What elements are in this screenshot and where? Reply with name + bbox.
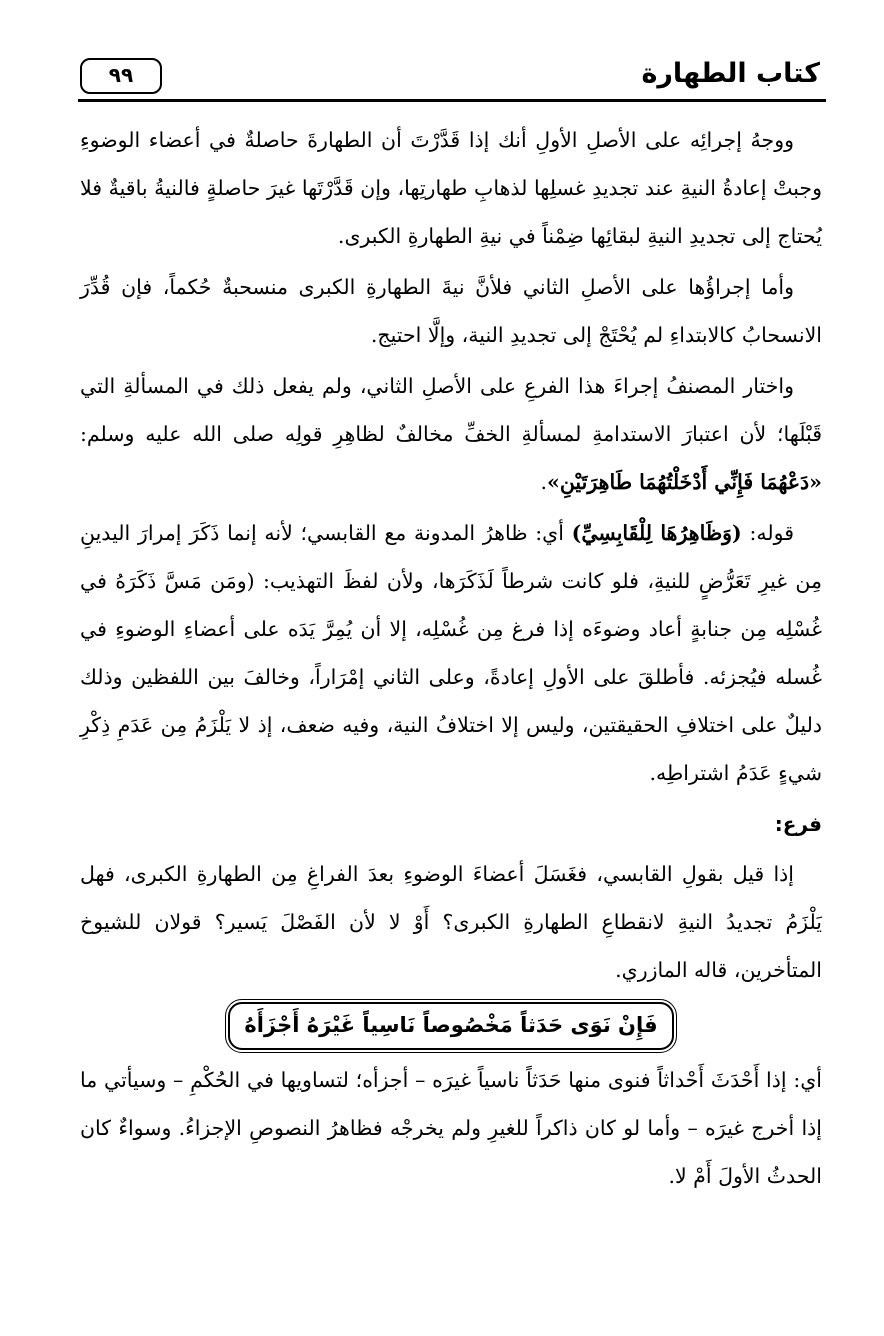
paragraph-1: ووجهُ إجرائِه على الأصلِ الأولِ أنك إذا قَدَّرْتَ أن الطهارةَ حاصلةٌ في أعضاء الوضوءِ وجبتْ إعادةُ النيةِ عند تجديدِ غسلِها لذهابِ طهارتِها، وإن قَدَّرْتَها غيرَ حاصلةٍ فالنيةُ باقيةٌ فلا يُحتاج إلى تجديدِ النيةِ لبقائِها ضِمْناً في نيةِ الطهارةِ الكبرى. [80, 128, 822, 248]
far-heading: فرع: [774, 812, 822, 836]
header-rule [78, 99, 826, 102]
matn-block [80, 1002, 822, 1050]
paragraph-5: إذا قيل بقولِ القابسي، فغَسَلَ أعضاءَ الوضوءِ بعدَ الفراغِ مِن الطهارةِ الكبرى، فهل يَلْزَمُ تجديدُ النيةِ لانقطاعِ الطهارةِ الكبرى؟ أَوْ لا لأن الفَصْلَ يَسير؟ قولان للشيوخ المتأخرين، قاله المازري. [80, 862, 822, 982]
hadith-quote: «دَعْهُمَا فَإِنِّي أَدْخَلْتُهُمَا طَاهِرَتَيْنِ» [547, 470, 822, 494]
paragraph-3-text: واختار المصنفُ إجراءَ هذا الفرعِ على الأصلِ الثاني، ولم يفعل ذلك في المسألةِ التي قَبْلَها؛ لأن اعتبارَ الاستدامةِ لمسألةِ الخفِّ مخالفٌ لظاهِرِ قولِه صلى الله عليه وسلم: [80, 374, 822, 446]
paragraph-4-lead: قوله: [741, 521, 795, 545]
paragraph-4 [80, 509, 822, 797]
paragraph-2: وأما إجراؤُها على الأصلِ الثاني فلأنَّ نيةَ الطهارةِ الكبرى منسحبةٌ حُكماً، فإن قُدِّرَ الانسحابُ كالابتداءِ لم يُحْتَجْ إلى تجديدِ النية، وإلَّا احتيج. [80, 275, 822, 347]
paragraph-6: أي: إذا أَحْدَثَ أَحْداثاً فنوى منها حَدَثاً ناسياً غيرَه – أجزأه؛ لتساويها في الحُكْمِ – وسيأتي ما إذا أخرج غيرَه – وأما لو كان ذاكراً للغيرِ ولم يخرجْه فظاهرُ النصوصِ الإجزاءُ. وسواءٌ كان الحدثُ الأولَ أَمْ لا. [80, 1068, 822, 1188]
page-body [80, 116, 822, 1203]
paragraph-3 [80, 362, 822, 506]
page-number: ٩٩ [80, 58, 162, 94]
page-header [78, 52, 826, 104]
matn-text-box: فَإِنْ نَوَى حَدَثاً مَخْصُوصاً نَاسِياً غَيْرَهُ أَجْزَأَهُ [228, 1002, 673, 1050]
matn-quote: (وَظَاهِرُهَا لِلْقَابِسِيِّ) [571, 521, 742, 545]
running-title: كتاب الطهارة [641, 58, 820, 89]
paragraph-3-end: . [540, 470, 548, 494]
paragraph-4-text: أي: ظاهرُ المدونة مع القابسي؛ لأنه إنما ذَكَرَ إمرارَ اليدينِ مِن غيرِ تَعَرُّضٍ للنيةِ، فلو كانت شرطاً لَذَكَرَها، ولأن لفظَ التهذيب: (ومَن مَسَّ ذَكَرَهُ في غُسْلِه مِن جنابةٍ أعاد وضوءَه إذا فرغ مِن غُسْلِه، إلا أن يُمِرَّ يَدَه على أعضاءِ الوضوءِ في غُسله فيُجزئه. فأطلقَ على الأولِ إعادةً، وعلى الثاني إمْرَاراً، وخالفَ بين اللفظين وذلك دليلٌ على اختلافِ الحقيقتين، وليس إلا اختلافُ النية، وفيه ضعف، إذ لا يَلْزَمُ مِن عَدَمِ ذِكْرِ شيءٍ عَدَمُ اشتراطِه. [80, 521, 822, 785]
